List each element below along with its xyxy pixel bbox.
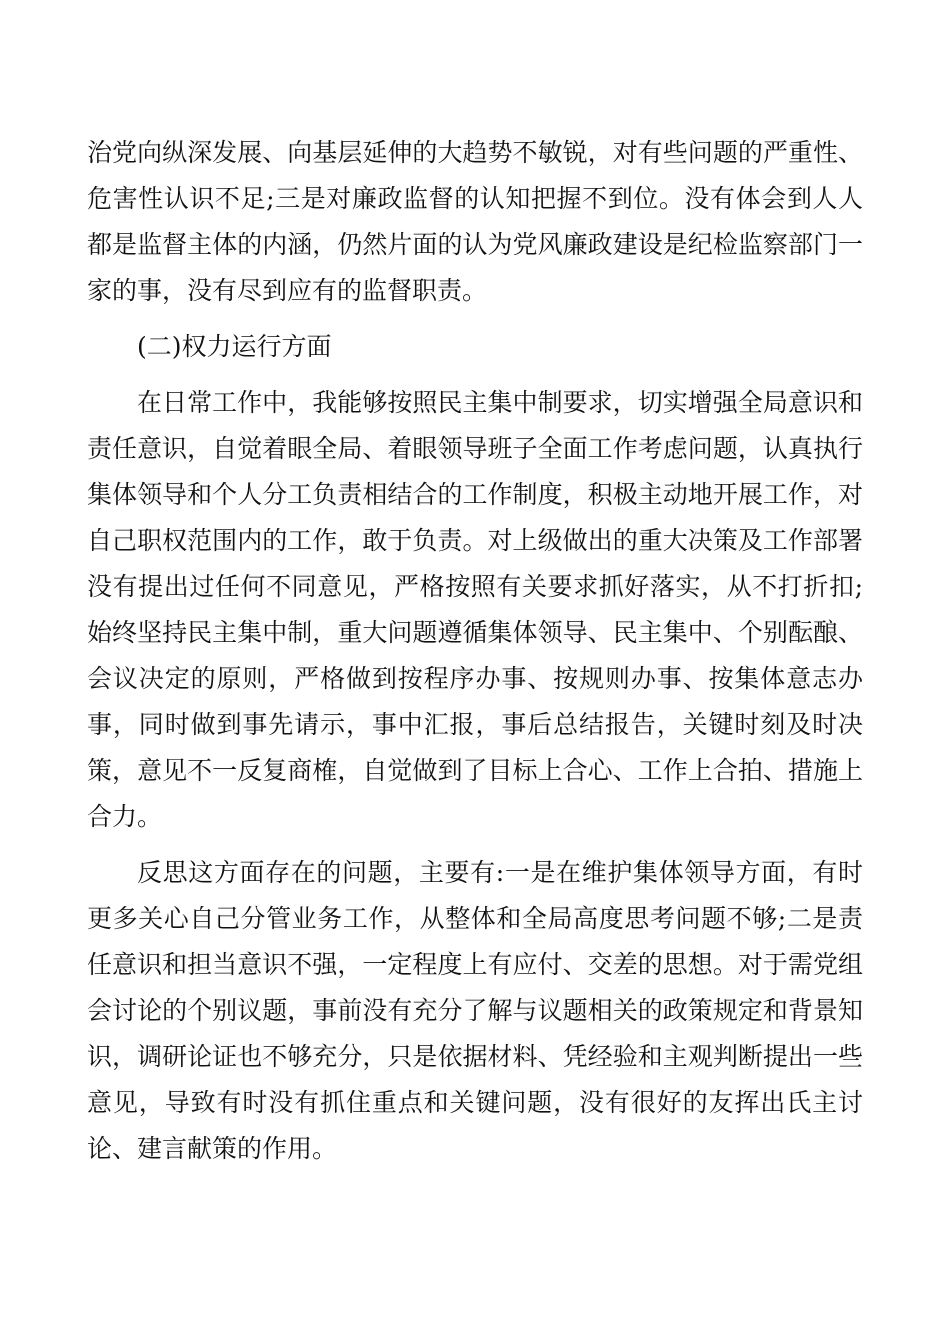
section-heading: (二)权力运行方面 <box>137 332 332 361</box>
paragraph-power-operation: 在日常工作中，我能够按照民主集中制要求，切实增强全局意识和责任意识，自觉着眼全局、着眼领导班子全面工作考虑问题，认真执行集体领导和个人分工负责相结合的工作制度，积极主动地开展工作，对自己职权范围内的工作，敢于负责。对上级做出的重大决策及工作部署没有提出过任何不同意见，严格按照有关要求抓好落实，从不打折扣;始终坚持民主集中制，重大问题遵循集体领导、民主集中、个别酝酿、会议决定的原则，严格做到按程序办事、按规则办事、按集体意志办事，同时做到事先请示，事中汇报，事后总结报告，关键时刻及时决策，意见不一反复商榷，自觉做到了目标上合心、工作上合拍、措施上合力。 <box>87 388 863 831</box>
paragraph-reflection: 反思这方面存在的问题，主要有:一是在维护集体领导方面，有时更多关心自己分管业务工作，从整体和全局高度思考问题不够;二是责任意识和担当意识不强，一定程度上有应付、交差的思想。对于需党组会讨论的个别议题，事前没有充分了解与议题相关的政策规定和背景知识，调研论证也不够充分，只是依据材料、凭经验和主观判断提出一些意见，导致有时没有抓住重点和关键问题，没有很好的友挥出氏主讨论、建言献策的作用。 <box>87 858 863 1163</box>
document-body <box>87 130 863 1182</box>
paragraph-continuation: 治党向纵深发展、向基层延伸的大趋势不敏锐，对有些问题的严重性、危害性认识不足;三是对廉政监督的认知把握不到位。没有体会到人人都是监督主体的内涵，仍然片面的认为党风廉政建设是纪检监察部门一家的事，没有尽到应有的监督职责。 <box>87 138 863 305</box>
